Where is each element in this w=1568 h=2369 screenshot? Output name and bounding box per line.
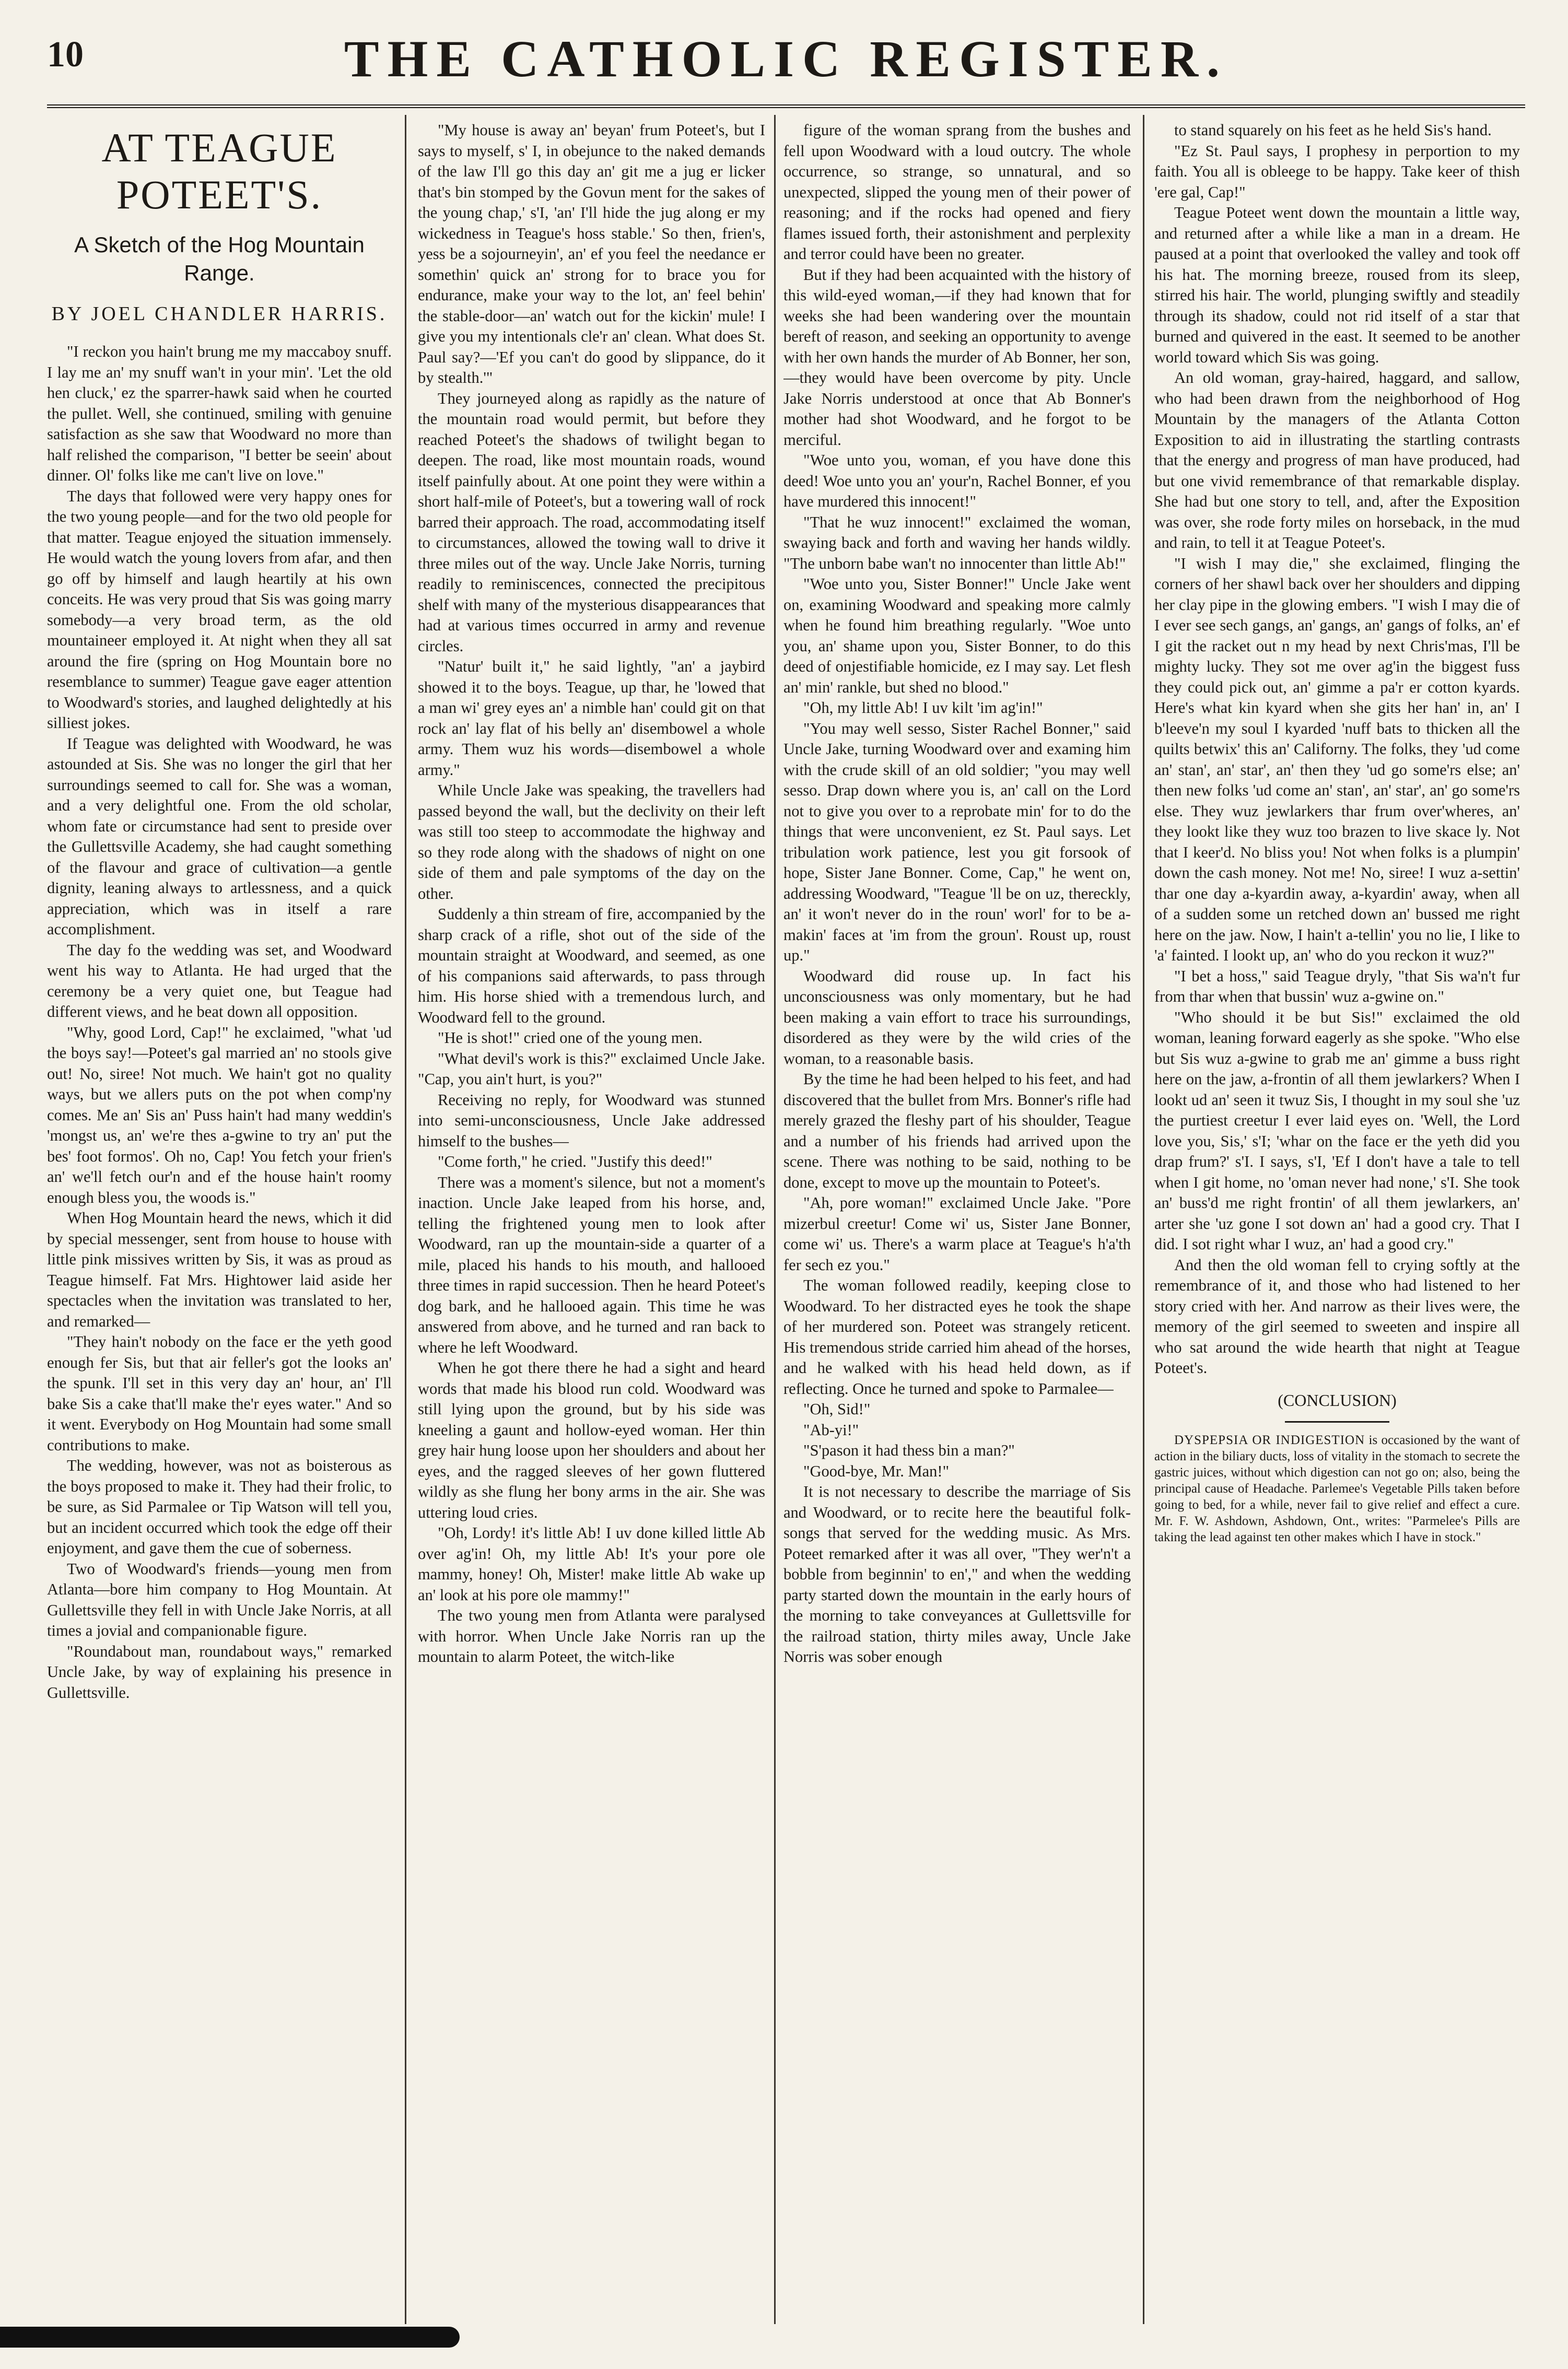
scan-edge-mark [0,2327,460,2348]
article-paragraph: "My house is away an' beyan' frum Poteet's, but I says to myself, s' I, in obejunce to the naked demands of the law I'll go this day an' git me a jug er licker that's bin stomped by the Govun ment for the sakes of the young chap,' s'I, 'an' I'll hide the jug along er my wickedness in Teague's hoss stable.' So then, frien's, yess be a sojourneyin', an' ef you feel the needance er somethin' quick an' strong for to brace you for endurance, make your way to the lot, an' feel behin' the stable-door—an' watch out for the kickin' mule! I give you my intentionals cle'r an' clean. What does St. Paul say?—'Ef you can't do good by slippance, do it by stealth.'" [418,121,765,386]
article-paragraph: If Teague was delighted with Woodward, he was astounded at Sis. She was no longer the girl that her surroundings seemed to call for. She was a woman, and a very delightful one. From the old scholar, whom fate or circumstance had sent to preside over the Gullettsville Academy, she had caught something of the flavour and grace of cultivation—a gentle dignity, leaning always to artlessness, and a quick appreciation, which was in itself a rare accomplishment. [47,734,392,938]
article-paragraph: The woman followed readily, keeping close to Woodward. To her distracted eyes he took the shape of her murdered son. Poteet was strangely reticent. His tremendous stride carried him ahead of the horses, and he walked with his head held down, as if reflecting. Once he turned and spoke to Parmalee— [783,1276,1131,1398]
column-2-body [418,120,765,1668]
article-paragraph: "Oh, Lordy! it's little Ab! I uv done killed little Ab over ag'in! Oh, my little Ab! It's your pore ole mammy, honey! Oh, Mister! make little Ab wake up an' look at his pore ole mammy!" [418,1524,765,1604]
article-paragraph: Teague Poteet went down the mountain a little way, and returned after a while like a man in a dream. He paused at a point that overlooked the valley and took off his hat. The morning breeze, roused from its sleep, stirred his hair. The world, plunging swiftly and steadily through its shadow, could not rid itself of a star that burned and quivered in the east. It seemed to be another world toward which Sis was going. [1154,204,1520,366]
article-paragraph: "Woe unto you, Sister Bonner!" Uncle Jake went on, examining Woodward and speaking more calmly when he found him breathing regularly. "Woe unto you, an' shame upon you, Sister Bonner, to do this deed of onjestifiable homicide, ez I may say. Let flesh an' min' rankle, but shed no blood." [783,575,1131,696]
article-paragraph: Two of Woodward's friends—young men from Atlanta—bore him company to Hog Mountain. At Gullettsville they fell in with Uncle Jake Norris, at all times a jovial and companionable figure. [47,1559,392,1639]
article-paragraph: When Hog Mountain heard the news, which it did by special messenger, sent from house to house with little pink missives written by Sis, it was as proud as Teague himself. Fat Mrs. Hightower laid aside her spectacles when the invitation was translated to her, and remarked— [47,1209,392,1330]
article-paragraph: There was a moment's silence, but not a moment's inaction. Uncle Jake leaped from his horse, and, telling the frightened young men to look after Woodward, ran up the mountain-side a quarter of a mile, placed his hands to his mouth, and hallooed three times in rapid succession. Then he heard Poteet's dog bark, and he hallooed again. This time he was answered from above, and he turned and ran back to where he left Woodward. [418,1173,765,1356]
article-paragraph: An old woman, gray-haired, haggard, and sallow, who had been drawn from the neighborhood of Hog Mountain by the managers of the Atlanta Cotton Exposition to aid in illustrating the startling contrasts that the energy and progress of man have produced, had but one vivid remembrance of that remarkable display. She had but one story to tell, and, after the Exposition was over, she rode forty miles on horseback, in the mud and rain, to tell it at Teague Poteet's. [1154,369,1520,552]
page-number: 10 [47,34,84,75]
article-paragraph: "I reckon you hain't brung me my maccaboy snuff. I lay me an' my snuff wan't in your min'. 'Let the old hen cluck,' ez the sparrer-hawk said when he courted the pullet. Well, she continued, smiling with genuine satisfaction as she saw that Woodward no more than half relished the comparison, "I better be seein' about dinner. Ol' folks like me can't live on love." [47,343,392,484]
article-paragraph: "What devil's work is this?" exclaimed Uncle Jake. "Cap, you ain't hurt, is you?" [418,1049,765,1088]
article-paragraph: "You may well sesso, Sister Rachel Bonner," said Uncle Jake, turning Woodward over and examing him with the crude skill of an old soldier; "you may well sesso. Drap down where you is, an' call on the Lord not to give you over to a reprobate min' for to do the things that were unconvenient, ez St. Paul says. Let tribulation work patience, lest you git forsook of hope, Sister Jane Bonner. Come, Cap," he went on, addressing Woodward, "Teague 'll be on uz, thereckly, an' it won't never do in the roun' worl' for to be a-makin' faces at 'im from the groun'. Roust up, roust up." [783,719,1131,964]
article-paragraph: "Why, good Lord, Cap!" he exclaimed, "what 'ud the boys say!—Poteet's gal married an' no stools give out! No, siree! Not much. We hain't got no quality ways, but we allers puts on the pot when comp'ny comes. Me an' Sis an' Puss hain't had many weddin's 'mongst us, an' we're thes a-gwine to try an' put the bes' foot formos'. Oh no, Cap! You fetch your frien's an' we'll fetch our'n and ef the house hain't roomy enough bless you, the woods is." [47,1023,392,1206]
article-paragraph: Woodward did rouse up. In fact his unconsciousness was only momentary, but he had been making a vain effort to trace his surroundings, disordered as they were by the wild cries of the woman, to a reasonable basis. [783,967,1131,1068]
separator-rule [1285,1421,1389,1423]
article-headline: AT TEAGUE POTEET'S. [101,125,337,217]
article-paragraph: "Ah, pore woman!" exclaimed Uncle Jake. "Pore mizerbul creetur! Come wi' us, Sister Jane Bonner, come wi' us. There's a warm place at Teague's h'a'th fer sech ez you." [783,1194,1131,1274]
article-paragraph: When he got there there he had a sight and heard words that made his blood run cold. Woodward was still lying upon the ground, but by his side was kneeling a gaunt and hollow-eyed woman. Her thin grey hair hung loose upon her shoulders and about her eyes, and the ragged sleeves of her gown fluttered wildly as she flung her bony arms in the air. She was uttering loud cries. [418,1359,765,1521]
article-paragraph: Receiving no reply, for Woodward was stunned into semi-unconsciousness, Uncle Jake addressed himself to the bushes— [418,1090,765,1150]
advertisement-text: is occasioned by the want of action in the biliary ducts, loss of vitality in the stomach to secrete the gastric juices, without which digestion can not go on; also, being the principal cause of Headache. Parlemee's Vegetable Pills taken before going to bed, for a while, never fail to give relief and effect a cure. Mr. F. W. Ashdown, Ashdown, Ont., writes: "Parmelee's Pills are taking the lead against ten other makes which I have in stock." [1154,1433,1520,1544]
article-paragraph: Suddenly a thin stream of fire, accompanied by the sharp crack of a rifle, shot out of the side of the mountain straight at Woodward, and seemed, as one of his companions said afterwards, to pass through him. His horse shied with a tremendous lurch, and Woodward fell to the ground. [418,905,765,1026]
column-3-body [783,120,1131,1668]
column-4 [1154,120,1520,2319]
article-paragraph: The two young men from Atlanta were paralysed with horror. When Uncle Jake Norris ran up the mountain to alarm Poteet, the witch-like [418,1606,765,1666]
article-paragraph: "I wish I may die," she exclaimed, flinging the corners of her shawl back over her shoulders and dipping her clay pipe in the glowing embers. "I wish I may die of I ever see sech gangs, an' gangs, an' gangs of folks, an' ef I git the racket out n my head by next Chris'mas, I'll be mighty lucky. They sot me over ag'in the biggest fuss they could pick out, an' gimme a pa'r er cotton kyards. Here's what kin kyard when she gits her han' in, an' I b'leeve'n my soul I kyarded 'nuff bats to thicken all the quilts betwix' this an' Californy. The folks, they 'ud come an' stan', an' star', an' then they 'ud go some'rs else; an' then new folks 'ud come an' stan', an' star', an' go some'rs else. They wuz jewlarkers thar frum over'wheres, an' they lookt like they wuz too brazen to live skace ly. Not that I keer'd. No bliss you! Not when folks is a plumpin' down the cash money. Not me! No, siree! I wuz a-settin' thar one day a-kyardin away, a-kyardin' away, when all of a sudden some un retched down an' bussed me right here on the jaw. Now, I hain't a-tellin' you no lie, I like to 'a' fainted. I lookt up, an' who do you reckon it wuz?" [1154,554,1520,964]
article-paragraph: The day fo the wedding was set, and Woodward went his way to Atlanta. He had urged that the ceremony be a very quiet one, but Teague had different views, and he beat down all opposition. [47,941,392,1021]
column-rule [405,115,406,2324]
article-paragraph: "Who should it be but Sis!" exclaimed the old woman, leaning forward eagerly as she spoke. "Who else but Sis wuz a-gwine to grab me an' gimme a buss right here on the jaw, a-frontin of all them jewlarkers? When I lookt ud an' seen it twuz Sis, I thought in my soul she 'uz the purtiest creetur I ever laid eyes on. 'Well, the Lord love you, Sis,' s'I; 'whar on the face er the yeth did you drap frum?' s'I. I says, s'I, 'Ef I don't have a tale to tell when I git home, no 'oman never had none,' s'I. She took an' buss'd me right frontin' of all them jewlarkers, an' arter she 'uz gone I sot down an' had a good cry. That I did. I sot right whar I wuz, an' had a good cry." [1154,1008,1520,1253]
column-4-body [1154,120,1520,1379]
article-paragraph: The wedding, however, was not as boisterous as the boys proposed to make it. They had their frolic, to be sure, as Sid Parmalee or Tip Watson will tell you, but an incident occurred which took the edge off their enjoyment, and gave them the cue of soberness. [47,1457,392,1557]
advertisement [1154,1432,1520,1545]
article-subheadline: A Sketch of the Hog Mountain Range. [74,232,365,285]
article-byline: BY JOEL CHANDLER HARRIS. [51,303,388,325]
article-paragraph: By the time he had been helped to his feet, and had discovered that the bullet from Mrs. Bonner's rifle had merely grazed the fleshy part of his shoulder, Teague and a number of his friends had arrived upon the scene. There was nothing to be said, nothing to be done, except to move up the mountain to Poteet's. [783,1070,1131,1191]
article-paragraph: "He is shot!" cried one of the young men. [438,1029,703,1047]
article-paragraph: While Uncle Jake was speaking, the travellers had passed beyond the wall, but the declivity on their left was still too steep to accommodate the highway and so they rode along with the shadows of night on one side of them and pale symptoms of the day on the other. [418,781,765,902]
article-paragraph: "Oh, my little Ab! I uv kilt 'im ag'in!" [803,699,1043,717]
article-paragraph: "I bet a hoss," said Teague dryly, "that Sis wa'n't fur from thar when that bussin' wuz a-gwine on." [1154,967,1520,1005]
article-paragraph: But if they had been acquainted with the history of this wild-eyed woman,—if they had known that for weeks she had been wandering over the mountain bereft of reason, and seeking an opportunity to avenge with her own hands the murder of Ab Bonner, her son,—they would have been overcome by pity. Uncle Jake Norris understood at once that Ab Bonner's mother had shot Woodward, and he forgot to be merciful. [783,265,1131,449]
article-paragraph: figure of the woman sprang from the bushes and fell upon Woodward with a loud outcry. The whole occurrence, so strange, so unnatural, and so unexpected, slipped the young men of their power of reasoning; and if the rocks had opened and fiery flames issued forth, their astonishment and perplexity and terror could have been no greater. [783,121,1131,263]
article-paragraph: "They hain't nobody on the face er the yeth good enough fer Sis, but that air feller's got the looks an' the spunk. I'll set in this very day an' hour, an' I'll bake Sis a cake that'll make the'r eyes water." And so it went. Everybody on Hog Mountain had some small contributions to make. [47,1333,392,1454]
article-paragraph: "That he wuz innocent!" exclaimed the woman, swaying back and forth and waving her hands wildly. "The unborn babe wan't no innocenter than little Ab!" [783,513,1131,572]
article-paragraph: "Good-bye, Mr. Man!" [803,1462,950,1480]
article-paragraph: "Ab-yi!" [803,1421,859,1439]
column-rule [774,115,776,2324]
article-paragraph: "Woe unto you, woman, ef you have done this deed! Woe unto you an' your'n, Rachel Bonner, ef you have murdered this innocent!" [783,451,1131,510]
article-paragraph: The days that followed were very happy ones for the two young people—and for the two old people for that matter. Teague enjoyed the situation immensely. He would watch the young lovers from afar, and then go off by himself and laugh heartily at his own conceits. He was very proud that Sis was going marry somebody—a very broad term, as the old mountaineer employed it. At night when they all sat around the fire (spring on Hog Mountain bore no resemblance to summer) Teague gave eager attention to Woodward's stories, and laughed delightedly at his silliest jokes. [47,487,392,732]
column-2 [418,120,765,2319]
article-paragraph: "Oh, Sid!" [803,1400,871,1418]
article-paragraph: It is not necessary to describe the marriage of Sis and Woodward, or to recite here the beautiful folk-songs that served for the wedding music. As Mrs. Poteet remarked after it was all over, "They wer'n't a bobble from beginnin' to en'," and when the wedding party started down the mountain in the early hours of the morning to take conveyances at Gullettsville for the railroad station, thirty miles away, Uncle Jake Norris was sober enough [783,1483,1131,1666]
column-1-body [47,342,392,1703]
article-paragraph: They journeyed along as rapidly as the nature of the mountain road would permit, but before they reached Poteet's the shadows of twilight began to deepen. The road, like most mountain roads, wound itself painfully about. At one point they were within a short half-mile of Poteet's, but a towering wall of rock barred their approach. The road, accommodating itself to circumstances, allowed the towing wall to drive it three miles out of the way. Uncle Jake Norris, turning readily to reminiscences, connected the precipitous shelf with many of the mysterious disappearances that had at various times occurred in army and revenue circles. [418,389,765,655]
article-paragraph: "Roundabout man, roundabout ways," remarked Uncle Jake, by way of explaining his presence in Gullettsville. [47,1642,392,1702]
newspaper-title: THE CATHOLIC REGISTER. [344,30,1228,88]
masthead [47,26,1525,108]
column-1 [47,120,392,2319]
advertisement-lead: DYSPEPSIA OR INDIGESTION [1174,1433,1365,1447]
column-rule [1143,115,1144,2324]
article-paragraph: "Come forth," he cried. "Justify this deed!" [438,1153,712,1170]
article-paragraph: "Natur' built it," he said lightly, "an' a jaybird showed it to the boys. Teague, up thar, he 'lowed that a man wi' grey eyes an' a nimble han' could git on that rock an' lay flat of his belly an' disembowel a whole army. Them wuz his words—disembowel a whole army." [418,658,765,779]
article-paragraph: And then the old woman fell to crying softly at the remembrance of it, and those who had listened to her story cried with her. And narrow as their lives were, the memory of the girl seemed to sweeten and inspire all who sat around the wide hearth that night at Teague Poteet's. [1154,1256,1520,1377]
article-paragraph: to stand squarely on his feet as he held Sis's hand. [1174,121,1492,139]
article-paragraph: "Ez St. Paul says, I prophesy in perportion to my faith. You all is obleege to be happy. Take keer of thish 'ere gal, Cap!" [1154,142,1520,201]
article-conclusion-mark: (CONCLUSION) [1278,1390,1397,1410]
column-3 [783,120,1131,2319]
article-paragraph: "S'pason it had thess bin a man?" [803,1441,1015,1459]
